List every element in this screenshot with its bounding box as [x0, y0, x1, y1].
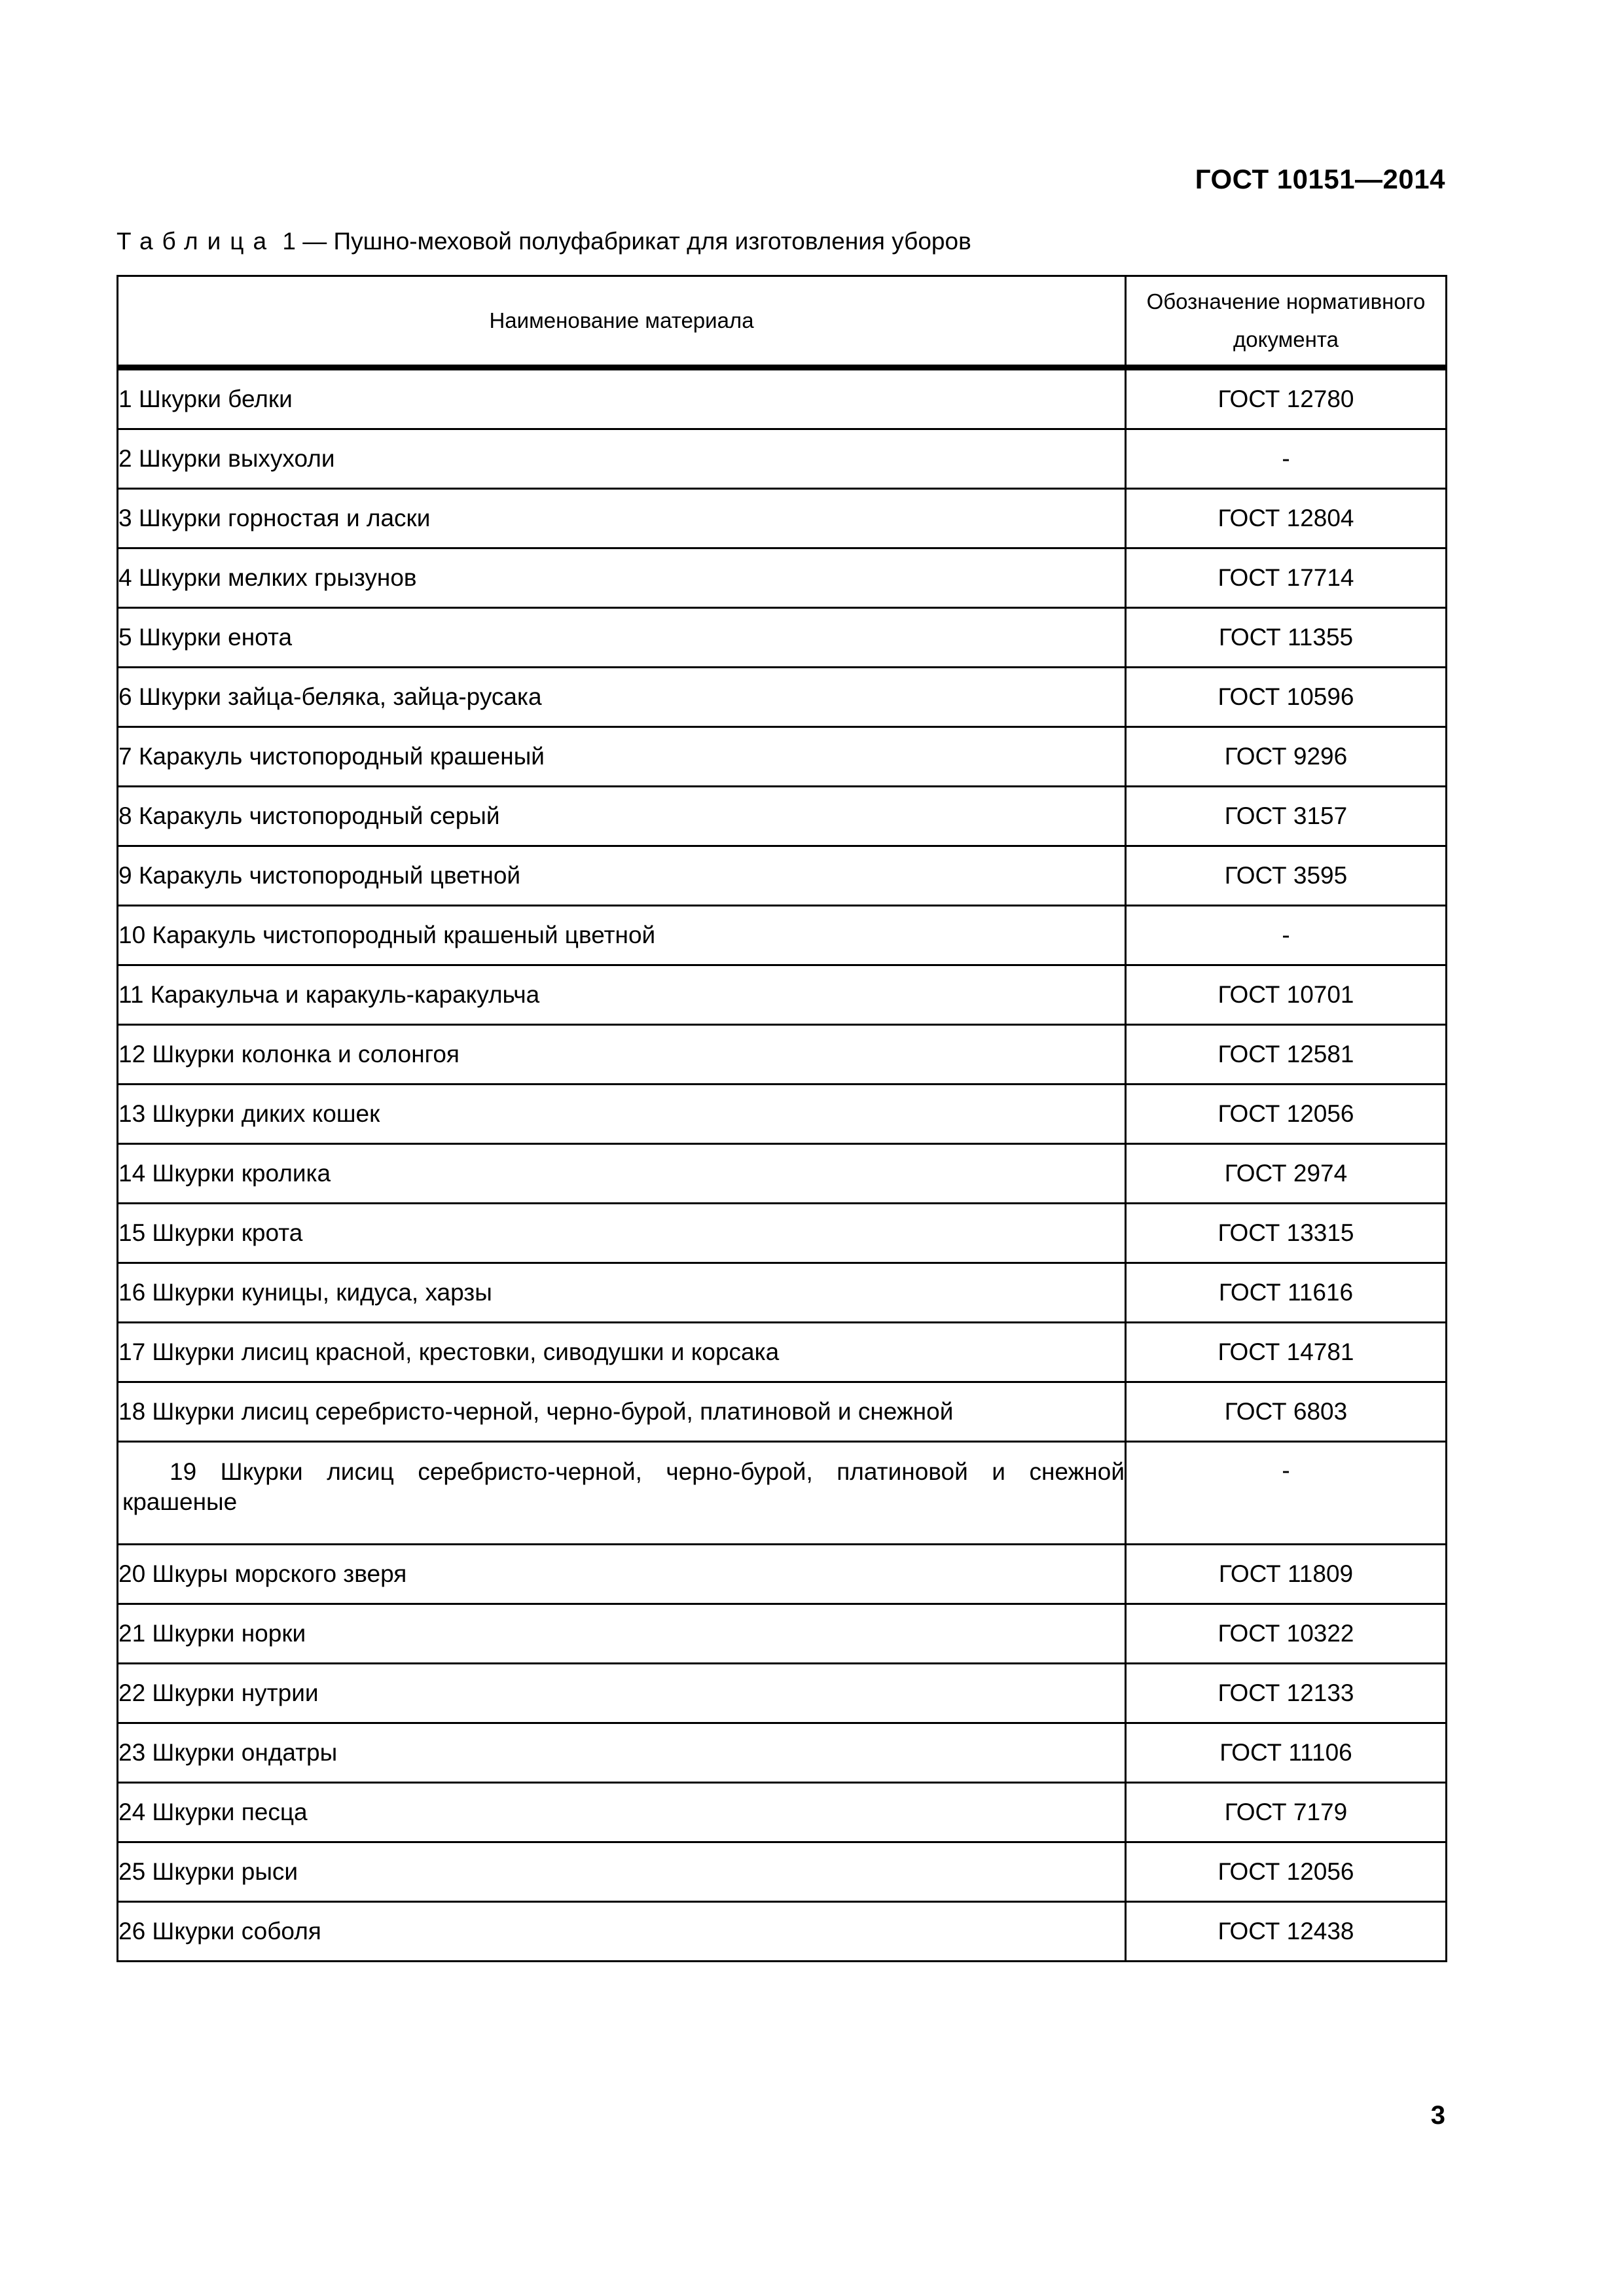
normative-document-cell: ГОСТ 12581 — [1126, 1025, 1447, 1085]
normative-document-cell: ГОСТ 11355 — [1126, 608, 1447, 668]
normative-document-cell: ГОСТ 17714 — [1126, 548, 1447, 608]
normative-document-cell: ГОСТ 9296 — [1126, 727, 1447, 787]
normative-document-cell: - — [1126, 1442, 1447, 1545]
normative-document-cell: ГОСТ 10596 — [1126, 668, 1447, 727]
material-name-cell: 20 Шкуры морского зверя — [118, 1545, 1126, 1604]
material-name-cell: 14 Шкурки кролика — [118, 1144, 1126, 1204]
table-row — [118, 1664, 1447, 1723]
material-name-cell: 12 Шкурки колонка и солонгоя — [118, 1025, 1126, 1085]
table-row — [118, 1783, 1447, 1842]
table-header-row — [118, 276, 1447, 368]
material-name-cell: 6 Шкурки зайца-беляка, зайца-русака — [118, 668, 1126, 727]
normative-document-cell: ГОСТ 6803 — [1126, 1382, 1447, 1442]
table-caption-label: Таблица — [117, 228, 276, 255]
material-name-cell: 23 Шкурки ондатры — [118, 1723, 1126, 1783]
material-name-cell: 25 Шкурки рыси — [118, 1842, 1126, 1902]
normative-document-cell: ГОСТ 11106 — [1126, 1723, 1447, 1783]
normative-document-cell: ГОСТ 12804 — [1126, 489, 1447, 548]
table-row — [118, 1604, 1447, 1664]
material-name-cell: 19 Шкурки лисиц серебристо-черной, черно-бурой, платиновой и снежной крашеные — [118, 1442, 1126, 1545]
material-name-cell: 4 Шкурки мелких грызунов — [118, 548, 1126, 608]
table-row — [118, 668, 1447, 727]
material-name-cell: 22 Шкурки нутрии — [118, 1664, 1126, 1723]
table-row — [118, 608, 1447, 668]
table-caption — [117, 228, 971, 255]
material-name-cell: 24 Шкурки песца — [118, 1783, 1126, 1842]
table-row — [118, 1323, 1447, 1382]
table-caption-title: — Пушно-меховой полуфабрикат для изготовления уборов — [295, 228, 971, 255]
normative-document-cell: - — [1126, 906, 1447, 965]
page-number: 3 — [1430, 2101, 1445, 2130]
normative-document-cell: ГОСТ 11616 — [1126, 1263, 1447, 1323]
normative-document-cell: ГОСТ 2974 — [1126, 1144, 1447, 1204]
normative-document-cell: ГОСТ 12133 — [1126, 1664, 1447, 1723]
table-row — [118, 368, 1447, 429]
normative-document-cell: - — [1126, 429, 1447, 489]
material-name-cell: 7 Каракуль чистопородный крашеный — [118, 727, 1126, 787]
material-name-cell: 17 Шкурки лисиц красной, крестовки, сиводушки и корсака — [118, 1323, 1126, 1382]
material-name-cell: 2 Шкурки выхухоли — [118, 429, 1126, 489]
table-caption-number: 1 — [282, 228, 296, 255]
normative-document-cell: ГОСТ 14781 — [1126, 1323, 1447, 1382]
table-body — [118, 368, 1447, 1962]
table-row — [118, 1025, 1447, 1085]
table-row — [118, 846, 1447, 906]
normative-document-cell: ГОСТ 7179 — [1126, 1783, 1447, 1842]
material-name-cell: 21 Шкурки норки — [118, 1604, 1126, 1664]
material-name-cell: 3 Шкурки горностая и ласки — [118, 489, 1126, 548]
header-normative-document: Обозначение нормативного документа — [1126, 276, 1447, 368]
document-code: ГОСТ 10151—2014 — [1195, 164, 1445, 194]
material-name-cell: 8 Каракуль чистопородный серый — [118, 787, 1126, 846]
table-row — [118, 548, 1447, 608]
table-row — [118, 787, 1447, 846]
normative-document-cell: ГОСТ 12780 — [1126, 368, 1447, 429]
table-row — [118, 727, 1447, 787]
table-row — [118, 1144, 1447, 1204]
table-row — [118, 906, 1447, 965]
material-name-cell: 26 Шкурки соболя — [118, 1902, 1126, 1962]
table-row — [118, 1902, 1447, 1962]
table-row — [118, 1545, 1447, 1604]
material-name-cell: 10 Каракуль чистопородный крашеный цветной — [118, 906, 1126, 965]
material-name-cell: 9 Каракуль чистопородный цветной — [118, 846, 1126, 906]
normative-document-cell: ГОСТ 10322 — [1126, 1604, 1447, 1664]
material-name-cell: 15 Шкурки крота — [118, 1204, 1126, 1263]
table-row — [118, 1204, 1447, 1263]
normative-document-cell: ГОСТ 13315 — [1126, 1204, 1447, 1263]
table-row — [118, 1442, 1447, 1545]
table-row — [118, 965, 1447, 1025]
normative-document-cell: ГОСТ 12438 — [1126, 1902, 1447, 1962]
header-material-name: Наименование материала — [118, 276, 1126, 368]
table-row — [118, 489, 1447, 548]
material-name-cell: 13 Шкурки диких кошек — [118, 1085, 1126, 1144]
material-name-cell: 5 Шкурки енота — [118, 608, 1126, 668]
material-name-cell: 18 Шкурки лисиц серебристо-черной, черно-бурой, платиновой и снежной — [118, 1382, 1126, 1442]
normative-document-cell: ГОСТ 11809 — [1126, 1545, 1447, 1604]
materials-table — [117, 275, 1447, 1962]
normative-document-cell: ГОСТ 12056 — [1126, 1085, 1447, 1144]
table-row — [118, 1263, 1447, 1323]
table-row — [118, 1842, 1447, 1902]
normative-document-cell: ГОСТ 10701 — [1126, 965, 1447, 1025]
material-name-cell: 11 Каракульча и каракуль-каракульча — [118, 965, 1126, 1025]
normative-document-cell: ГОСТ 12056 — [1126, 1842, 1447, 1902]
table-row — [118, 429, 1447, 489]
material-name-cell: 16 Шкурки куницы, кидуса, харзы — [118, 1263, 1126, 1323]
normative-document-cell: ГОСТ 3595 — [1126, 846, 1447, 906]
normative-document-cell: ГОСТ 3157 — [1126, 787, 1447, 846]
table-row — [118, 1085, 1447, 1144]
table-row — [118, 1382, 1447, 1442]
material-name-cell: 1 Шкурки белки — [118, 368, 1126, 429]
table-row — [118, 1723, 1447, 1783]
